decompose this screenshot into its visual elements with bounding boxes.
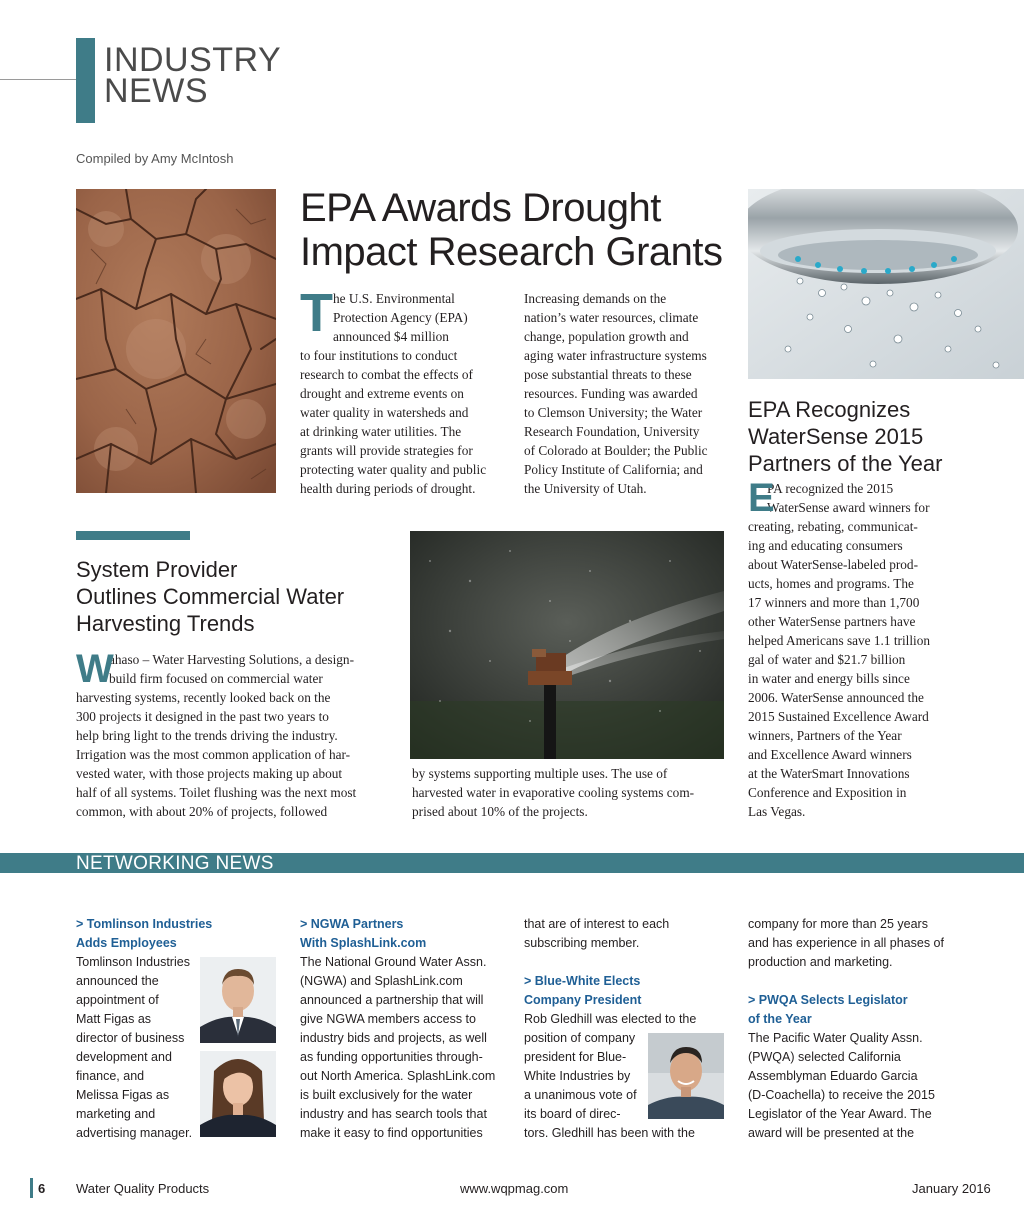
headline-line: WaterSense 2015: [748, 424, 924, 449]
body-line: change, population growth and: [524, 329, 689, 344]
body-line: at drinking water utilities. The: [300, 424, 462, 439]
body-line: at the WaterSmart Innovations: [748, 766, 910, 781]
body-line: the University of Utah.: [524, 481, 647, 496]
dropcap: T: [300, 283, 333, 343]
article-epa-grants-col2: [524, 289, 734, 498]
body-line: Legislator of the Year Award. The: [748, 1107, 932, 1121]
article-accent-rule: [76, 531, 190, 540]
article-harvesting-headline: [76, 556, 396, 637]
networking-col4: [748, 915, 1018, 1143]
body-line: 17 winners and more than 1,700: [748, 595, 920, 610]
body-line: in water and energy bills since: [748, 671, 910, 686]
body-line: by systems supporting multiple uses. The use of: [412, 766, 668, 781]
body-line: Assemblyman Eduardo Garcia: [748, 1069, 918, 1083]
body-line: Rob Gledhill was elected to the: [524, 1012, 697, 1026]
body-line: Melissa Figas as: [76, 1088, 170, 1102]
headline-line: Outlines Commercial Water: [76, 584, 345, 609]
body-line: nation’s water resources, climate: [524, 310, 699, 325]
networking-news-title: NETWORKING NEWS: [76, 853, 274, 874]
body-line: and Excellence Award winners: [748, 747, 912, 762]
body-line: half of all systems. Toilet flushing was the next most: [76, 785, 357, 800]
body-line: Tomlinson Industries: [76, 955, 190, 969]
footer-publication: Water Quality Products: [76, 1181, 210, 1196]
body-line: water quality in watersheds and: [300, 405, 469, 420]
headline-line: Impact Research Grants: [300, 230, 723, 274]
body-line: advertising manager.: [76, 1126, 193, 1140]
body-line: (D-Coachella) to receive the 2015: [748, 1088, 935, 1102]
body-line: Conference and Exposition in: [748, 785, 907, 800]
headshot-rob-gledhill: [648, 1033, 724, 1119]
body-line: aging water infrastructure systems: [524, 348, 707, 363]
body-line: subscribing member.: [524, 936, 640, 950]
footer-accent-bar: [30, 1178, 33, 1198]
page-number: 6: [38, 1181, 46, 1196]
body-line: common, with about 20% of projects, followed: [76, 804, 328, 819]
headline-line: EPA Awards Drought: [300, 186, 661, 230]
body-line: PA recognized the 2015: [767, 481, 894, 496]
body-line: The National Ground Water Assn.: [300, 955, 487, 969]
body-line: he U.S. Environmental: [333, 291, 455, 306]
body-line: Research Foundation, University: [524, 424, 700, 439]
body-line: harvesting systems, recently looked back on the: [76, 690, 331, 705]
article-watersense-headline: [748, 396, 1024, 477]
headline-line: System Provider: [76, 557, 238, 582]
spacer: [748, 972, 1018, 991]
body-line: give NGWA members access to: [300, 1012, 476, 1026]
body-line: to four institutions to conduct: [300, 348, 458, 363]
body-line: ing and educating consumers: [748, 538, 903, 553]
article-watersense-body: [748, 476, 1018, 821]
headline-line: Partners of the Year: [748, 451, 943, 476]
body-line: finance, and: [76, 1069, 145, 1083]
body-line: tors. Gledhill has been with the: [524, 1126, 695, 1140]
body-line: position of company: [524, 1031, 636, 1045]
news-item-heading: > NGWA Partners: [300, 917, 404, 931]
footer-date: January 2016: [912, 1181, 991, 1196]
body-line: vested water, with those projects making up about: [76, 766, 343, 781]
headline-line: Harvesting Trends: [76, 611, 255, 636]
body-line: WaterSense award winners for: [767, 500, 930, 515]
dropcap: E: [748, 476, 775, 520]
body-line: production and marketing.: [748, 955, 893, 969]
body-line: The Pacific Water Quality Assn.: [748, 1031, 923, 1045]
body-line: award will be presented at the: [748, 1126, 915, 1140]
body-line: health during periods of drought.: [300, 481, 476, 496]
footer-url[interactable]: www.wqpmag.com: [460, 1181, 569, 1196]
body-line: announced $4 million: [333, 329, 449, 344]
body-line: director of business: [76, 1031, 185, 1045]
body-line: a unanimous vote of: [524, 1088, 637, 1102]
body-line: development and: [76, 1050, 172, 1064]
news-item-heading: > Blue-White Elects: [524, 974, 641, 988]
body-line: ucts, homes and programs. The: [748, 576, 914, 591]
body-line: helped Americans save 1.1 trillion: [748, 633, 931, 648]
body-line: marketing and: [76, 1107, 156, 1121]
showerhead-photo: [748, 189, 1024, 379]
news-item-heading: > PWQA Selects Legislator: [748, 993, 908, 1007]
body-line: announced a partnership that will: [300, 993, 484, 1007]
body-line: grants will provide strategies for: [300, 443, 473, 458]
news-item-heading: With SplashLink.com: [300, 936, 427, 950]
body-line: 2015 Sustained Excellence Award: [748, 709, 929, 724]
body-line: Irrigation was the most common application of har-: [76, 747, 351, 762]
body-line: research to combat the effects of: [300, 367, 473, 382]
section-accent-bar: [76, 38, 95, 123]
body-line: 2006. WaterSense announced the: [748, 690, 924, 705]
body-line: harvested water in evaporative cooling systems com-: [412, 785, 695, 800]
body-line: Increasing demands on the: [524, 291, 667, 306]
news-item-heading: Adds Employees: [76, 936, 177, 950]
body-line: gal of water and $21.7 billion: [748, 652, 906, 667]
headshot-matt-figas: [200, 957, 276, 1043]
body-line: its board of direc-: [524, 1107, 621, 1121]
body-line: (NGWA) and SplashLink.com: [300, 974, 463, 988]
body-line: creating, rebating, communicat-: [748, 519, 918, 534]
body-line: other WaterSense partners have: [748, 614, 916, 629]
body-line: president for Blue-: [524, 1050, 627, 1064]
body-line: and has experience in all phases of: [748, 936, 944, 950]
body-line: industry and has search tools that: [300, 1107, 487, 1121]
body-line: protecting water quality and public: [300, 462, 487, 477]
dropcap: W: [76, 647, 114, 691]
headshot-melissa-figas: [200, 1051, 276, 1137]
body-line: that are of interest to each: [524, 917, 670, 931]
body-line: resources. Funding was awarded: [524, 386, 698, 401]
body-line: is built exclusively for the water: [300, 1088, 473, 1102]
body-line: appointment of: [76, 993, 159, 1007]
section-title: [104, 41, 282, 110]
cracked-earth-photo: [76, 189, 276, 493]
body-line: as funding opportunities through-: [300, 1050, 483, 1064]
article-harvesting-col2: [412, 764, 732, 821]
body-line: industry bids and projects, as well: [300, 1031, 487, 1045]
byline: Compiled by Amy McIntosh: [76, 151, 234, 166]
body-line: 300 projects it designed in the past two years to: [76, 709, 329, 724]
section-title-line2: NEWS: [104, 72, 208, 110]
body-line: prised about 10% of the projects.: [412, 804, 588, 819]
body-line: out North America. SplashLink.com: [300, 1069, 496, 1083]
article-epa-grants-headline: [300, 186, 730, 274]
body-line: Las Vegas.: [748, 804, 806, 819]
body-line: pose substantial threats to these: [524, 367, 692, 382]
article-epa-grants-col1: [300, 283, 510, 498]
news-item-heading: > Tomlinson Industries: [76, 917, 213, 931]
news-item-heading: of the Year: [748, 1012, 812, 1026]
body-line: winners, Partners of the Year: [748, 728, 902, 743]
body-line: help bring light to the trends driving the industry.: [76, 728, 338, 743]
headline-line: EPA Recognizes: [748, 397, 911, 422]
body-line: Matt Figas as: [76, 1012, 152, 1026]
section-title-line1: INDUSTRY: [104, 41, 282, 79]
body-line: company for more than 25 years: [748, 917, 928, 931]
sprinkler-photo: [410, 531, 724, 759]
body-line: (PWQA) selected California: [748, 1050, 901, 1064]
body-line: about WaterSense-labeled prod-: [748, 557, 919, 572]
body-line: announced the: [76, 974, 159, 988]
body-line: drought and extreme events on: [300, 386, 464, 401]
header-rule: [0, 79, 78, 80]
body-line: make it easy to find opportunities: [300, 1126, 483, 1140]
body-line: ahaso – Water Harvesting Solutions, a design-: [109, 652, 354, 667]
body-line: of Colorado at Boulder; the Public: [524, 443, 708, 458]
article-harvesting-col1: [76, 647, 396, 821]
news-item-heading: Company President: [524, 993, 642, 1007]
body-line: Policy Institute of California; and: [524, 462, 703, 477]
spacer: [524, 953, 744, 972]
body-line: to Clemson University; the Water: [524, 405, 703, 420]
body-line: Protection Agency (EPA): [333, 310, 468, 325]
body-line: White Industries by: [524, 1069, 631, 1083]
body-line: build firm focused on commercial water: [109, 671, 323, 686]
networking-col2: [300, 915, 520, 1143]
